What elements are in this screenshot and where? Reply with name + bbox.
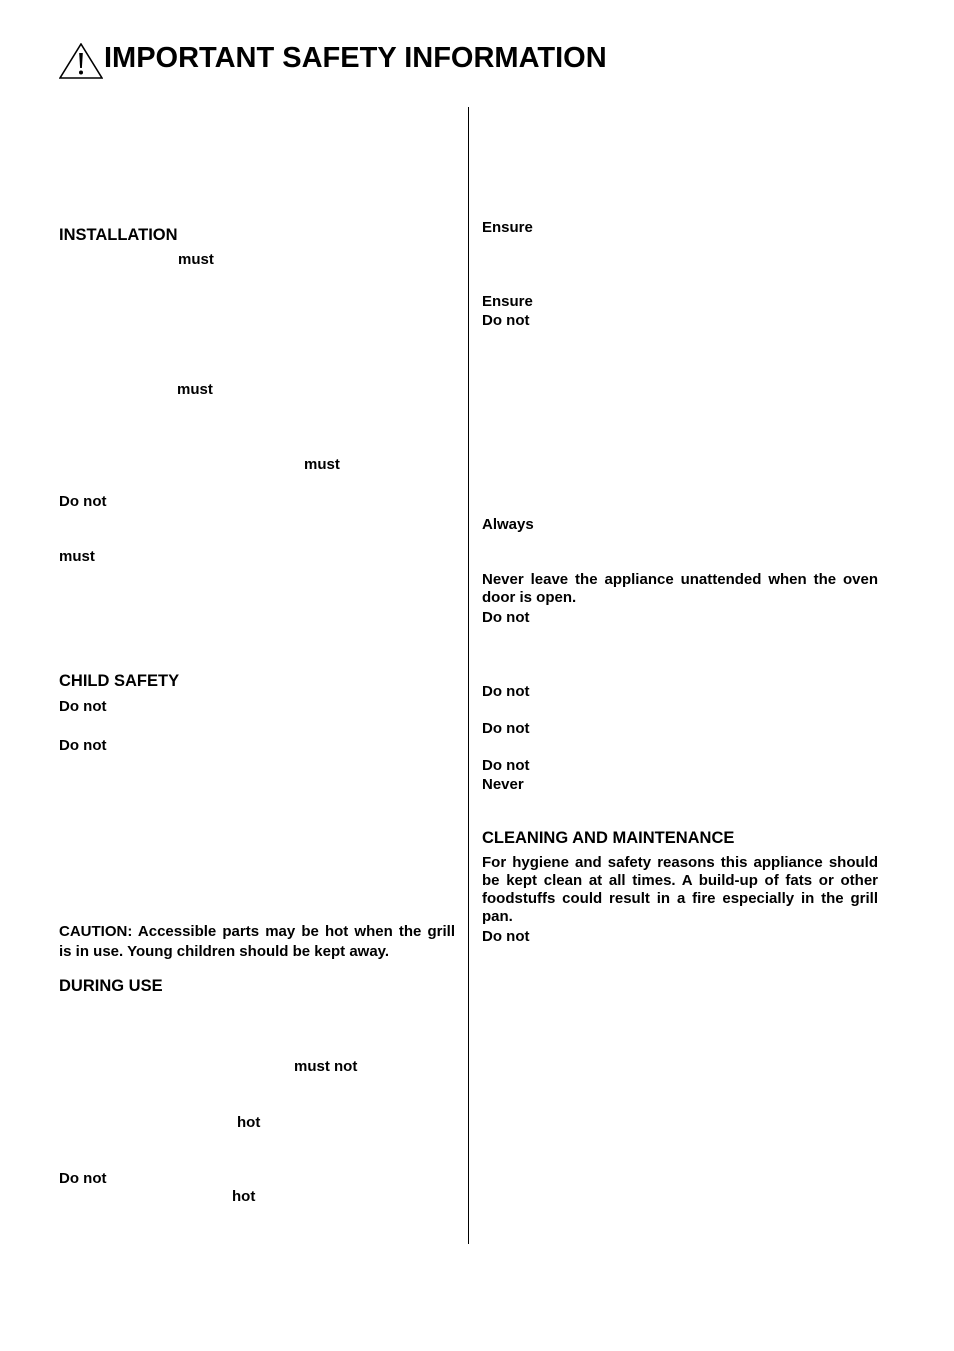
right-do-not-5: Do not: [482, 757, 530, 774]
installation-must-2: must: [177, 381, 213, 398]
right-do-not-1: Do not: [482, 312, 530, 329]
installation-must-4: must: [59, 548, 95, 565]
installation-do-not: Do not: [59, 493, 107, 510]
child-safety-do-not-2: Do not: [59, 737, 107, 754]
right-ensure-1: Ensure: [482, 219, 533, 236]
during-use-heading: DURING USE: [59, 977, 163, 995]
page-title: IMPORTANT SAFETY INFORMATION: [104, 42, 607, 74]
right-ensure-2: Ensure: [482, 293, 533, 310]
right-never: Never: [482, 776, 524, 793]
child-safety-heading: CHILD SAFETY: [59, 672, 180, 690]
right-always: Always: [482, 516, 534, 533]
warning-triangle-icon: [59, 43, 103, 79]
hygiene-text: For hygiene and safety reasons this appliance should be kept clean at all times. A build-up of fats or other foodstuffs could result in a fire especially in the grill pan.: [482, 854, 878, 925]
child-safety-do-not-1: Do not: [59, 698, 107, 715]
column-divider: [468, 107, 469, 1244]
during-use-do-not: Do not: [59, 1170, 107, 1187]
during-use-hot-2: hot: [232, 1188, 256, 1205]
caution-text: CAUTION: Accessible parts may be hot when the grill is in use. Young children should be kept away.: [59, 923, 455, 960]
right-do-not-2: Do not: [482, 609, 530, 626]
cleaning-do-not: Do not: [482, 928, 530, 945]
installation-heading: INSTALLATION: [59, 226, 178, 244]
right-do-not-3: Do not: [482, 683, 530, 700]
installation-must-1: must: [178, 251, 214, 268]
during-use-must-not: must not: [294, 1058, 358, 1075]
never-leave-text: Never leave the appliance unattended when the oven door is open.: [482, 571, 878, 606]
during-use-hot-1: hot: [237, 1114, 261, 1131]
installation-must-3: must: [304, 456, 340, 473]
cleaning-heading: CLEANING AND MAINTENANCE: [482, 829, 735, 847]
right-do-not-4: Do not: [482, 720, 530, 737]
